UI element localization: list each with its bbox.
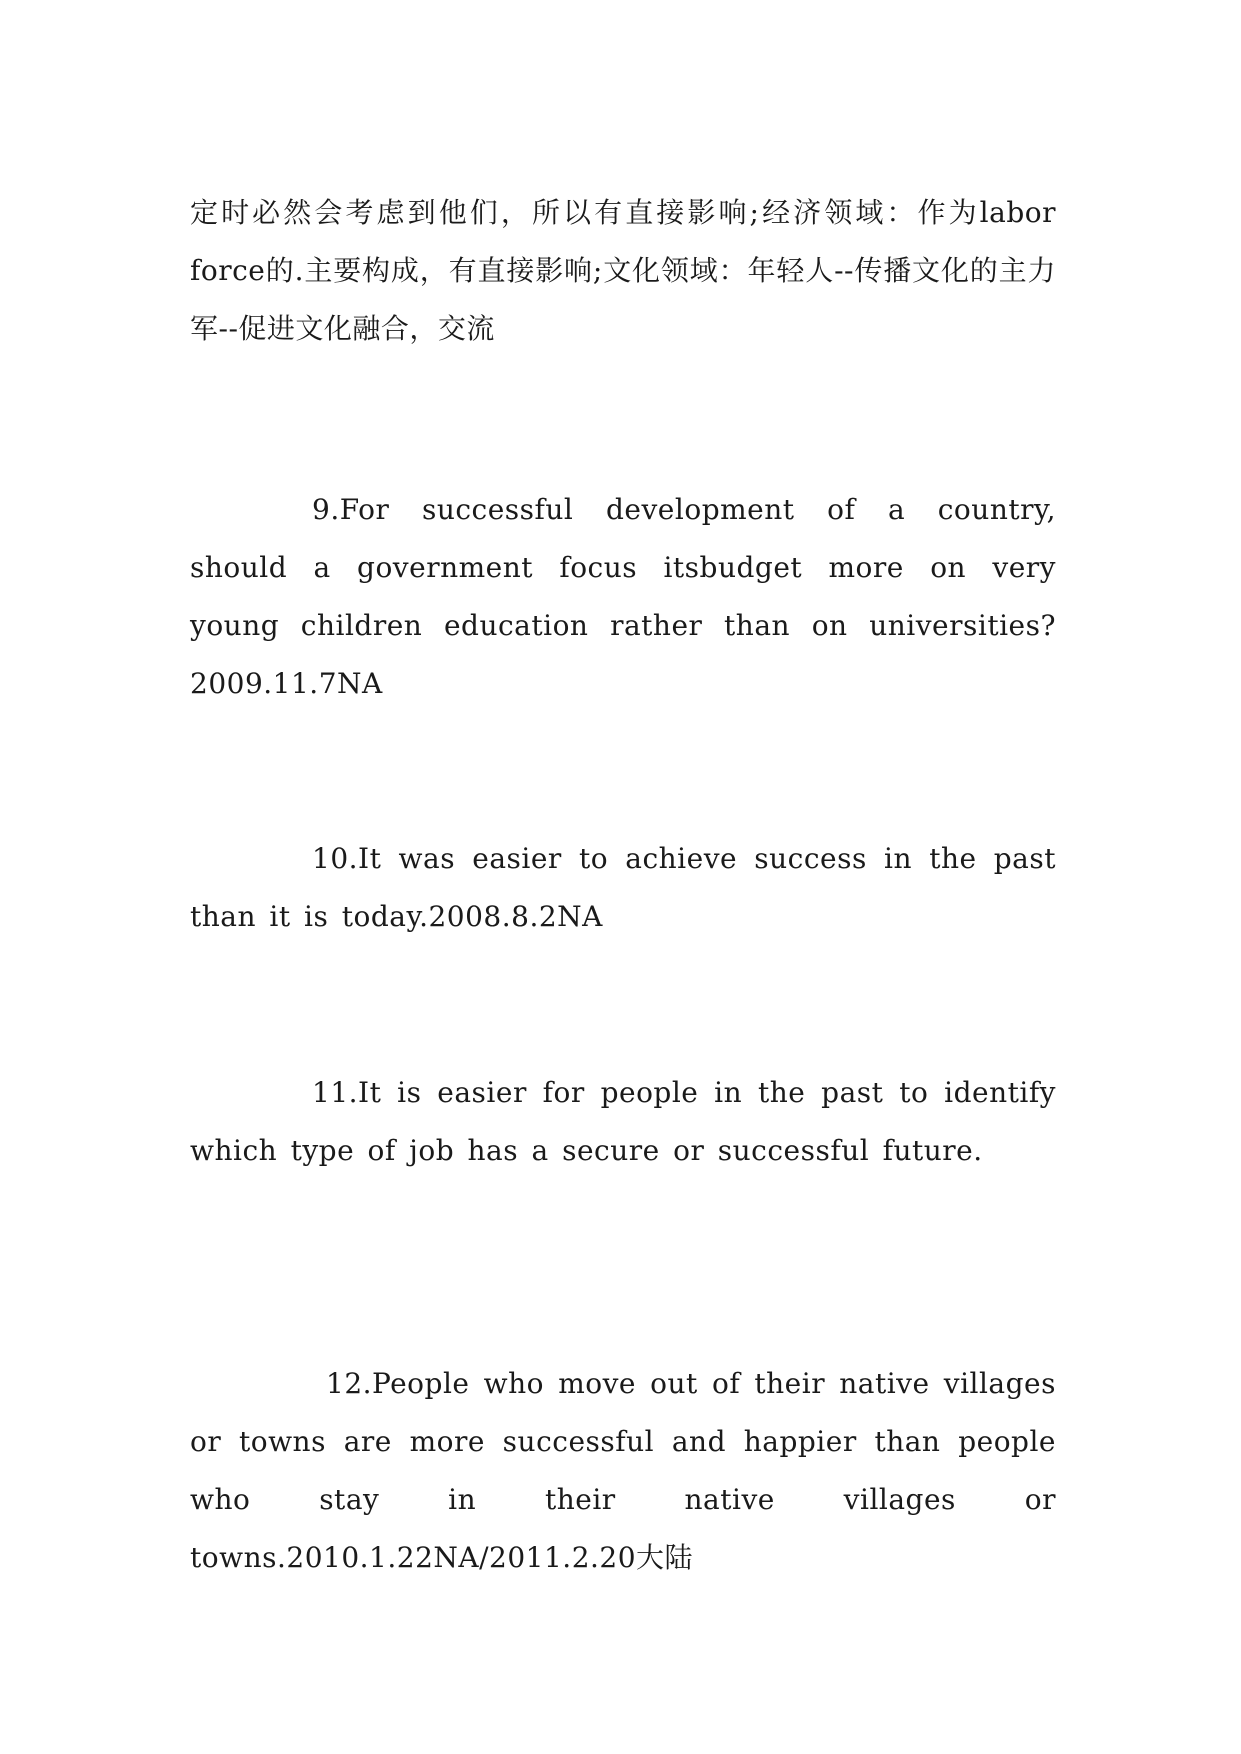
essay-topic-12: 12.People who move out of their native villages or towns are more successful and happier than people who stay in their native villages or towns.2010.1.22NA/2011.2.20大陆	[190, 1367, 1056, 1574]
essay-topic-10: 10.It was easier to achieve success in the past than it is today.2008.8.2NA	[190, 842, 1056, 933]
essay-topic-9: 9.For successful development of a country, should a government focus itsbudget more on very young children education rather than on universities?2009.11.7NA	[190, 493, 1056, 700]
continuation-paragraph: 定时必然会考虑到他们，所以有直接影响;经济领域：作为labor force的.主要构成，有直接影响;文化领域：年轻人--传播文化的主力军--促进文化融合，交流	[190, 196, 1056, 345]
essay-topic-11: 11.It is easier for people in the past to identify which type of job has a secure or successful future.	[190, 1076, 1056, 1167]
